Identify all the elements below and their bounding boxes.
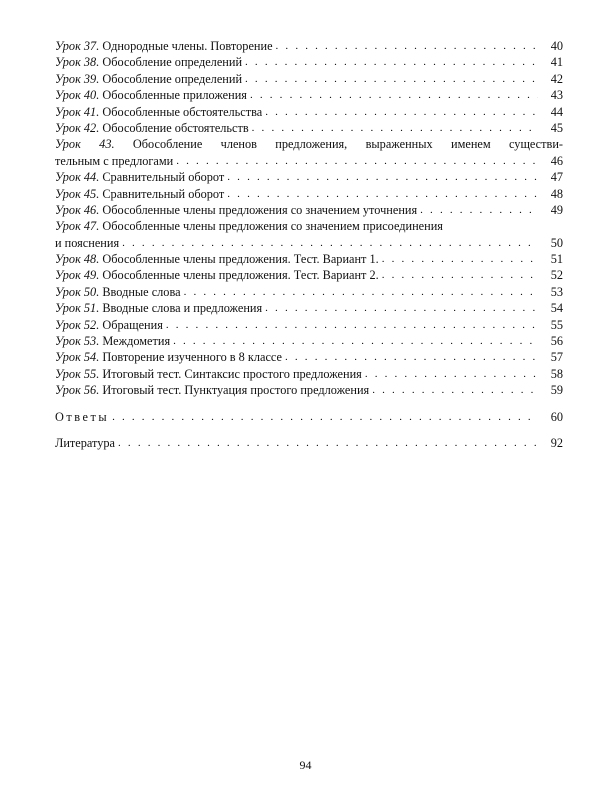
toc-entry-title: Ответы [55, 409, 110, 424]
dot-leader [173, 333, 538, 349]
toc-entry-title-line2: и пояснения [55, 235, 120, 250]
toc-page-number: 41 [550, 55, 563, 70]
toc-page-number: 58 [550, 366, 563, 381]
toc-entry-title: Литература [55, 435, 116, 450]
toc-page-number: 46 [550, 153, 563, 168]
toc-entry-38[interactable] [55, 54, 563, 70]
toc-entry-50[interactable] [55, 284, 563, 300]
toc-entry-title: Урок 39. Обособление определений [55, 71, 243, 86]
toc-entry-44[interactable] [55, 169, 563, 185]
toc-entry-47[interactable] [55, 218, 563, 251]
toc-page-number: 47 [550, 170, 563, 185]
toc-entry-46[interactable] [55, 202, 563, 218]
toc-entry-title-line1: Урок 43. Обособление членов предложения, выраженных именем существи- [55, 137, 563, 152]
toc-page-number: 45 [550, 120, 563, 135]
toc-entry-title: Урок 55. Итоговый тест. Синтаксис простого предложения [55, 366, 362, 381]
dot-leader [112, 409, 538, 425]
dot-leader [365, 366, 538, 382]
toc-entry-title: Урок 38. Обособление определений [55, 55, 243, 70]
dot-leader [122, 235, 538, 251]
toc-entry-title-line1: Урок 47. Обособленные члены предложения со значением присоединения [55, 219, 443, 234]
dot-leader [420, 202, 538, 218]
dot-leader [382, 267, 538, 283]
toc-entry-title: Урок 53. Междометия [55, 334, 171, 349]
dot-leader [285, 349, 538, 365]
table-of-contents [55, 38, 563, 451]
toc-entry-title: Урок 42. Обособление обстоятельств [55, 120, 249, 135]
dot-leader [245, 71, 538, 87]
toc-entry-41[interactable] [55, 104, 563, 120]
dot-leader [382, 251, 538, 267]
dot-leader [250, 87, 538, 103]
toc-page-number: 43 [550, 88, 563, 103]
toc-page-number: 92 [550, 435, 563, 450]
toc-entry-40[interactable] [55, 87, 563, 103]
toc-page-number: 44 [550, 104, 563, 119]
dot-leader [176, 153, 538, 169]
toc-entry-title: Урок 52. Обращения [55, 317, 163, 332]
toc-entry-title: Урок 51. Вводные слова и предложения [55, 301, 263, 316]
toc-entry-title: Урок 37. Однородные члены. Повторение [55, 38, 273, 53]
dot-leader [265, 300, 538, 316]
toc-entry-title: Урок 56. Итоговый тест. Пунктуация простого предложения [55, 383, 370, 398]
toc-page-number: 57 [550, 350, 563, 365]
dot-leader [118, 435, 538, 451]
toc-entry-54[interactable] [55, 349, 563, 365]
toc-page-number: 59 [550, 383, 563, 398]
dot-leader [276, 38, 538, 54]
dot-leader [227, 169, 538, 185]
dot-leader [245, 54, 538, 70]
toc-entry-answers[interactable] [55, 409, 563, 425]
toc-entry-title: Урок 44. Сравнительный оборот [55, 170, 225, 185]
toc-page-number: 50 [550, 235, 563, 250]
toc-entry-title: Урок 48. Обособленные члены предложения. Тест. Вариант 1. [55, 252, 379, 267]
toc-page-number: 51 [550, 252, 563, 267]
toc-entry-48[interactable] [55, 251, 563, 267]
toc-entry-39[interactable] [55, 71, 563, 87]
toc-entry-52[interactable] [55, 317, 563, 333]
dot-leader [265, 104, 538, 120]
toc-entry-56[interactable] [55, 382, 563, 398]
toc-entry-title: Урок 54. Повторение изученного в 8 классе [55, 350, 282, 365]
page-number: 94 [299, 758, 312, 772]
toc-page-number: 42 [550, 71, 563, 86]
toc-entry-55[interactable] [55, 366, 563, 382]
toc-entry-title: Урок 46. Обособленные члены предложения со значением уточнения [55, 202, 418, 217]
toc-entry-43[interactable] [55, 136, 563, 169]
toc-entry-title: Урок 49. Обособленные члены предложения. Тест. Вариант 2. [55, 268, 379, 283]
toc-entry-51[interactable] [55, 300, 563, 316]
dot-leader [252, 120, 538, 136]
toc-entry-title: Урок 41. Обособленные обстоятельства [55, 104, 263, 119]
dot-leader [372, 382, 538, 398]
toc-page-number: 40 [550, 38, 563, 53]
toc-page-number: 53 [550, 284, 563, 299]
toc-page-number: 49 [550, 202, 563, 217]
toc-entry-title: Урок 45. Сравнительный оборот [55, 186, 225, 201]
toc-entry-literature[interactable] [55, 435, 563, 451]
toc-entry-title: Урок 40. Обособленные приложения [55, 88, 247, 103]
toc-entry-53[interactable] [55, 333, 563, 349]
toc-page-number: 52 [550, 268, 563, 283]
toc-entry-37[interactable] [55, 38, 563, 54]
toc-page-number: 55 [550, 317, 563, 332]
dot-leader [184, 284, 538, 300]
toc-entry-42[interactable] [55, 120, 563, 136]
toc-page-number: 48 [550, 186, 563, 201]
toc-page-number: 54 [550, 301, 563, 316]
toc-entry-45[interactable] [55, 186, 563, 202]
toc-entry-title: Урок 50. Вводные слова [55, 284, 181, 299]
toc-page-number: 56 [550, 334, 563, 349]
toc-entry-title-line2: тельным с предлогами [55, 153, 174, 168]
toc-page-number: 60 [550, 409, 563, 424]
dot-leader [227, 186, 538, 202]
dot-leader [166, 317, 538, 333]
toc-entry-49[interactable] [55, 267, 563, 283]
